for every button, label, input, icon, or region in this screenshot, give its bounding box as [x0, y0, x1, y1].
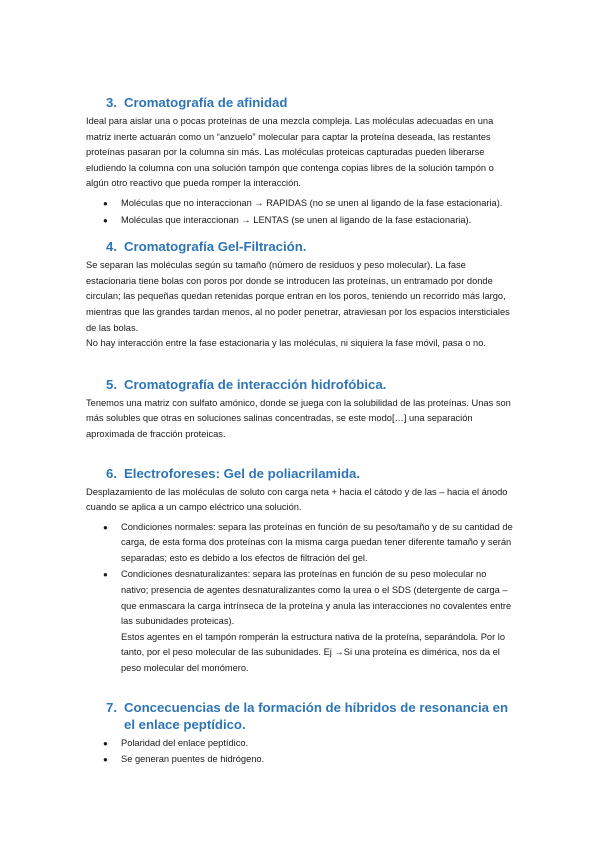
list-item-text: Se generan puentes de hidrógeno.: [121, 754, 265, 765]
section-heading: [106, 94, 514, 111]
section-number: 7.: [106, 699, 117, 715]
list-item-text: Polaridad del enlace peptídico.: [121, 737, 249, 748]
section-electrophoresis: [86, 465, 514, 677]
list-item-continuation: Estos agentes en el tampón romperán la estructura nativa de la proteína, separándola. Por lo tanto, por el peso molecular de las subunidades. Ej →Si una proteína es dimérica, nos da el peso molecular del monómero.: [121, 631, 505, 674]
bullet-icon: ●: [103, 738, 108, 748]
list-item: [86, 213, 514, 229]
section-number: 3.: [106, 95, 117, 110]
section-affinity-chromatography: [86, 94, 514, 228]
bullet-icon: ●: [103, 215, 108, 225]
list-item: [86, 736, 514, 752]
list-item-text: Condiciones normales: separa las proteínas en función de su peso/tamaño y de su cantidad de carga, de esta forma dos proteínas con la misma carga puedan tener diferente tamaño y serán separadas; esto es debido a los efectos de filtración del gel.: [121, 521, 513, 563]
list-item: [86, 520, 514, 567]
section-heading: [106, 465, 514, 482]
list-item: [86, 567, 514, 676]
section-number: 4.: [106, 239, 117, 255]
section-title: Electroforeses: Gel de poliacrilamida.: [124, 465, 360, 481]
paragraph: Se separan las moléculas según su tamaño (número de residuos y peso molecular). La fase estacionaria tiene bolas con poros por donde se introducen las proteínas, un entramado por donde circulan; las pequeñas quedan retenidas porque entran en los poros, teniendo un recorrido más largo, mientras que las grandes tardan menos, al no poder penetrar, atraviesan por los espacios intersticiales de las bolas.: [86, 260, 510, 333]
list-item-text: Moléculas que interaccionan → LENTAS (se unen al ligando de la fase estacionaria).: [121, 214, 472, 225]
section-heading: [106, 699, 514, 733]
section-hydrophobic-interaction: [86, 376, 514, 443]
section-gel-filtration: [86, 238, 514, 352]
paragraph: Desplazamiento de las moléculas de soluto con carga neta + hacia el cátodo y de las – hacia el ánodo cuando se aplica a un campo eléctrico una solución.: [86, 486, 508, 513]
section-number: 5.: [106, 376, 117, 392]
paragraph: Ideal para aislar una o pocas proteínas de una mezcla compleja. Las moléculas adecuadas en una matriz inerte actuarán como un “anzuelo” molecular para captar la proteína deseada, las restantes proteínas pasaran por la columna sin más. Las moléculas proteicas capturadas pueden liberarse eludiendo la columna con una solución tampón que contenga copias libres de la solución tampón o algún otro reactivo que pueda romper la interacción.: [86, 116, 494, 189]
bullet-icon: ●: [103, 755, 108, 765]
list-item: [86, 752, 514, 768]
bullet-list: [86, 736, 514, 768]
bullet-icon: ●: [103, 198, 108, 208]
list-item-text: Condiciones desnaturalizantes: separa las proteínas en función de su peso molecular no nativo; presencia de agentes desnaturalizantes como la urea o el SDS (detergente de carga – que enmascara la carga intrínseca de la proteína y anula las interacciones no covalentes entre las subunidades proteicas).: [121, 569, 512, 627]
paragraph: No hay interacción entre la fase estacionaria y las moléculas, ni siquiera la fase móvil, pasa o no.: [86, 338, 486, 349]
section-title: Cromatografía Gel-Filtración.: [124, 239, 307, 255]
bullet-icon: ●: [103, 570, 108, 580]
bullet-list: [86, 520, 514, 677]
section-heading: [106, 238, 514, 255]
paragraph: Tenemos una matriz con sulfato amónico, donde se juega con la solubilidad de las proteínas. Unas son más solubles que otras en soluciones salinas concentradas, se este modo[…] una separación aproximada de fracción proteicas.: [86, 397, 511, 439]
section-title: Cromatografía de interacción hidrofóbica.: [124, 376, 387, 392]
section-number: 6.: [106, 465, 117, 481]
section-title: Concecuencias de la formación de híbridos de resonancia en el enlace peptídico.: [124, 699, 509, 732]
bullet-icon: ●: [103, 522, 108, 532]
bullet-list: [86, 196, 514, 228]
section-heading: [106, 376, 514, 393]
section-resonance-consequences: [86, 699, 514, 768]
section-title: Cromatografía de afinidad: [124, 95, 288, 110]
list-item-text: Moléculas que no interaccionan → RAPIDAS (no se unen al ligando de la fase estacionaria).: [121, 197, 503, 208]
list-item: [86, 196, 514, 212]
